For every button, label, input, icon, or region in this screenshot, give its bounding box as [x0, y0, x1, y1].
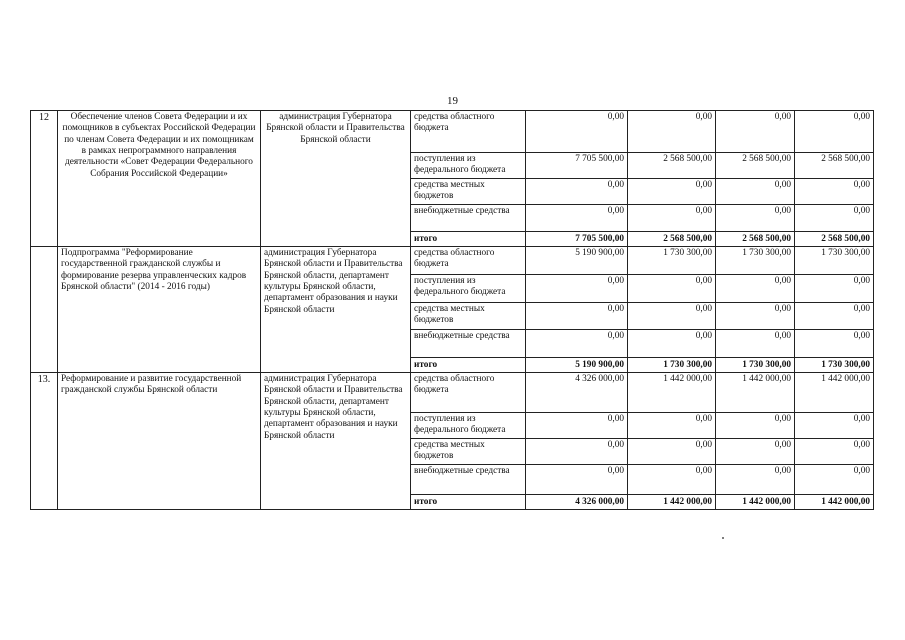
total-amount: 1 730 300,00 [795, 358, 874, 373]
measure-name: Подпрограмма "Реформирование государственной гражданской службы и формирование резерва управленческих кадров Брянской области" (2014 - 2016 годы) [58, 247, 261, 373]
amount-cell: 0,00 [526, 275, 628, 303]
amount-cell: 0,00 [795, 111, 874, 153]
amount-cell: 0,00 [795, 330, 874, 358]
amount-cell: 4 326 000,00 [526, 373, 628, 413]
funding-source: внебюджетные средства [411, 330, 526, 358]
amount-cell: 0,00 [526, 179, 628, 205]
amount-cell: 0,00 [628, 465, 716, 495]
funding-source: средства областного бюджета [411, 247, 526, 275]
measure-name: Реформирование и развитие государственной гражданской службы Брянской области [58, 373, 261, 510]
funding-source: поступления из федерального бюджета [411, 275, 526, 303]
funding-source: средства местных бюджетов [411, 303, 526, 330]
amount-cell: 0,00 [526, 303, 628, 330]
total-amount: 2 568 500,00 [795, 232, 874, 247]
funding-source: поступления из федерального бюджета [411, 413, 526, 439]
total-label: итого [411, 358, 526, 373]
funding-source: внебюджетные средства [411, 205, 526, 232]
amount-cell: 0,00 [526, 413, 628, 439]
amount-cell: 0,00 [526, 205, 628, 232]
total-amount: 2 568 500,00 [716, 232, 795, 247]
row-number: 13. [31, 373, 58, 510]
total-amount: 1 730 300,00 [716, 358, 795, 373]
amount-cell: 1 730 300,00 [716, 247, 795, 275]
page-number: 19 [447, 95, 458, 107]
amount-cell: 0,00 [795, 205, 874, 232]
amount-cell: 1 730 300,00 [795, 247, 874, 275]
total-amount: 5 190 900,00 [526, 358, 628, 373]
amount-cell: 0,00 [628, 205, 716, 232]
amount-cell: 1 730 300,00 [628, 247, 716, 275]
scan-speck [722, 537, 724, 539]
total-amount: 1 442 000,00 [795, 495, 874, 510]
table-row [31, 373, 874, 413]
amount-cell: 0,00 [526, 330, 628, 358]
amount-cell: 0,00 [716, 111, 795, 153]
amount-cell: 1 442 000,00 [628, 373, 716, 413]
funding-source: средства областного бюджета [411, 111, 526, 153]
table-row [31, 247, 874, 275]
amount-cell: 0,00 [716, 303, 795, 330]
amount-cell: 0,00 [716, 275, 795, 303]
budget-table [30, 110, 874, 510]
amount-cell: 7 705 500,00 [526, 153, 628, 179]
amount-cell: 1 442 000,00 [795, 373, 874, 413]
total-amount: 2 568 500,00 [628, 232, 716, 247]
total-amount: 1 730 300,00 [628, 358, 716, 373]
row-number [31, 247, 58, 373]
amount-cell: 2 568 500,00 [795, 153, 874, 179]
amount-cell: 0,00 [628, 330, 716, 358]
funding-source: средства местных бюджетов [411, 179, 526, 205]
amount-cell: 0,00 [628, 111, 716, 153]
amount-cell: 0,00 [716, 330, 795, 358]
row-number: 12 [31, 111, 58, 247]
amount-cell: 0,00 [716, 439, 795, 465]
executor: администрация Губернатора Брянской области и Правительства Брянской области, департамент культуры Брянской области, департамент образования и науки Брянской области [261, 373, 411, 510]
amount-cell: 0,00 [526, 465, 628, 495]
amount-cell: 0,00 [795, 439, 874, 465]
amount-cell: 0,00 [795, 179, 874, 205]
funding-source: поступления из федерального бюджета [411, 153, 526, 179]
amount-cell: 0,00 [716, 465, 795, 495]
amount-cell: 0,00 [716, 413, 795, 439]
amount-cell: 0,00 [795, 413, 874, 439]
amount-cell: 0,00 [716, 179, 795, 205]
amount-cell: 0,00 [526, 111, 628, 153]
table-row [31, 111, 874, 153]
amount-cell: 0,00 [716, 205, 795, 232]
total-label: итого [411, 495, 526, 510]
amount-cell: 0,00 [628, 179, 716, 205]
executor: администрация Губернатора Брянской области и Правительства Брянской области, департамент культуры Брянской области, департамент образования и науки Брянской области [261, 247, 411, 373]
funding-source: средства местных бюджетов [411, 439, 526, 465]
amount-cell: 5 190 900,00 [526, 247, 628, 275]
funding-source: внебюджетные средства [411, 465, 526, 495]
total-amount: 1 442 000,00 [628, 495, 716, 510]
amount-cell: 0,00 [628, 439, 716, 465]
executor: администрация Губернатора Брянской области и Правительства Брянской области [261, 111, 411, 247]
amount-cell: 1 442 000,00 [716, 373, 795, 413]
amount-cell: 0,00 [628, 413, 716, 439]
amount-cell: 0,00 [795, 275, 874, 303]
amount-cell: 0,00 [628, 275, 716, 303]
amount-cell: 0,00 [795, 303, 874, 330]
amount-cell: 2 568 500,00 [716, 153, 795, 179]
amount-cell: 0,00 [795, 465, 874, 495]
measure-name: Обеспечение членов Совета Федерации и их помощников в субъектах Российской Федерации по членам Совета Федерации и их помощникам в рамках непрограммного направления деятельности «Совет Федерации Федерального Собрания Российской Федерации» [58, 111, 261, 247]
amount-cell: 2 568 500,00 [628, 153, 716, 179]
amount-cell: 0,00 [628, 303, 716, 330]
total-amount: 7 705 500,00 [526, 232, 628, 247]
total-label: итого [411, 232, 526, 247]
funding-source: средства областного бюджета [411, 373, 526, 413]
amount-cell: 0,00 [526, 439, 628, 465]
total-amount: 1 442 000,00 [716, 495, 795, 510]
total-amount: 4 326 000,00 [526, 495, 628, 510]
